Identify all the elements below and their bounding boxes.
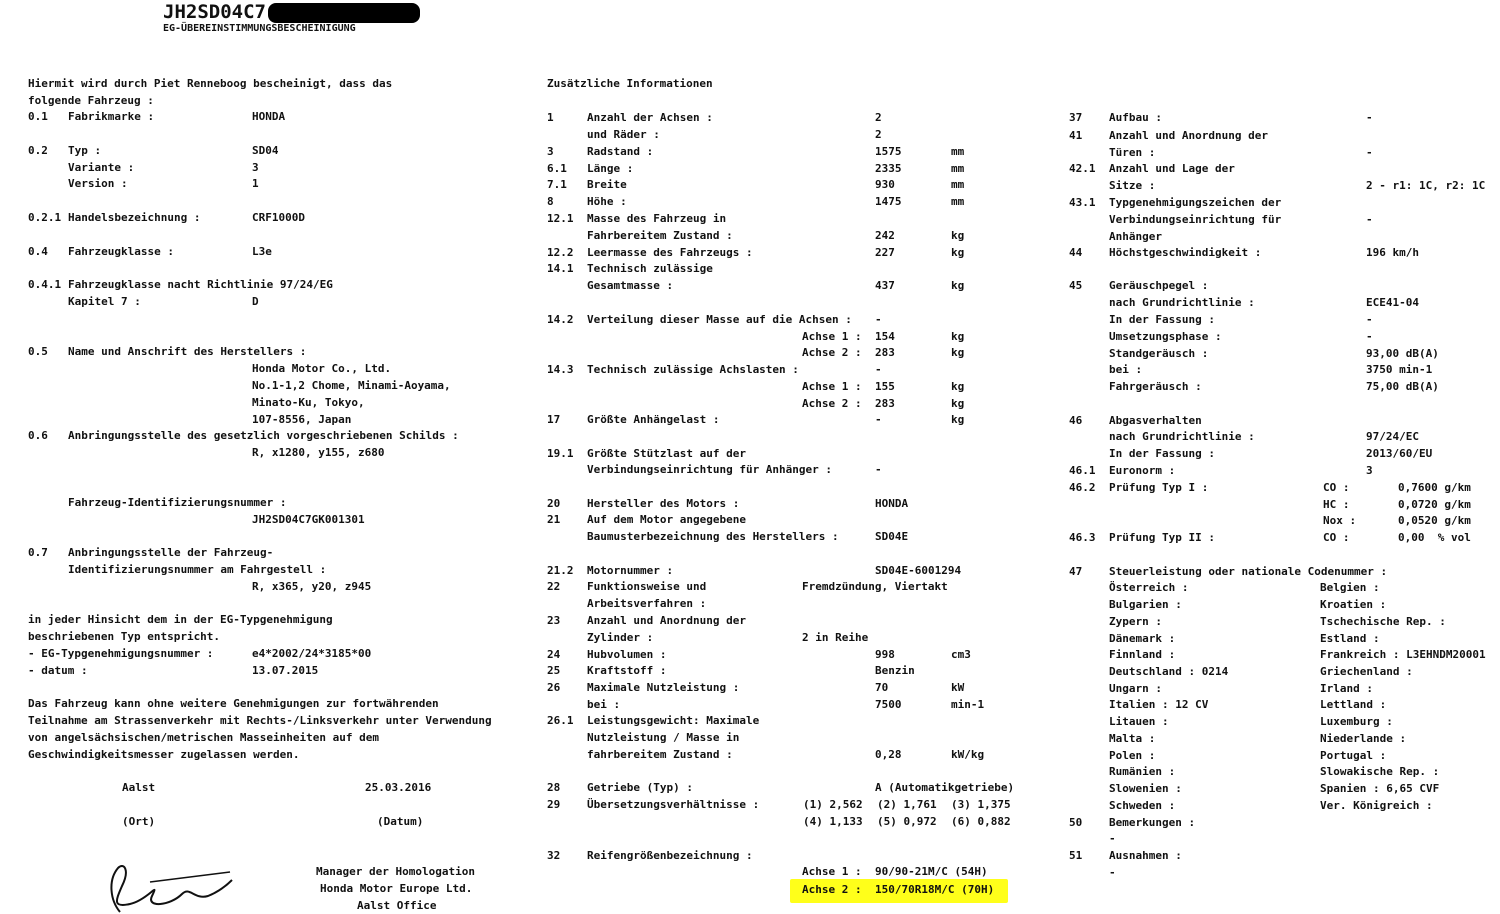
emission-label: CO :: [1323, 481, 1350, 494]
field-value: 283: [875, 397, 895, 410]
field-label: Übersetzungsverhältnisse :: [587, 798, 760, 811]
field-label: Größte Stützlast auf der: [587, 447, 746, 460]
field-number: 17: [547, 413, 561, 426]
gear-ratio: (4) 1,133: [803, 815, 863, 828]
handwritten-signature: [90, 860, 250, 914]
field-value: 2 - r1: 1C, r2: 1C: [1366, 179, 1486, 192]
field-number: 24: [547, 648, 561, 661]
field-unit: mm: [951, 178, 965, 191]
field-value: 2335: [875, 162, 902, 175]
country-code: Slowenien :: [1109, 782, 1182, 795]
statement-line: Geschwindigkeitsmesser zugelassen werden.: [28, 748, 300, 761]
intro-line-1: Hiermit wird durch Piet Renneboog bescheinigt, dass das: [28, 77, 393, 90]
gear-ratio: (1) 2,562: [803, 798, 863, 811]
field-number: 0.4: [28, 245, 48, 258]
field-value: 93,00 dB(A): [1366, 347, 1439, 360]
field-value: R, x1280, y155, z680: [252, 446, 385, 459]
field-unit: kW: [951, 681, 965, 694]
country-code: Belgien :: [1320, 581, 1380, 594]
country-code: Niederlande :: [1320, 732, 1407, 745]
field-value: 242: [875, 229, 895, 242]
field-unit: min-1: [951, 698, 985, 711]
field-value: 196 km/h: [1366, 246, 1419, 259]
country-code: Zypern :: [1109, 615, 1162, 628]
country-code: Ver. Königreich :: [1320, 799, 1433, 812]
field-value: Benzin: [875, 664, 915, 677]
field-label: Leistungsgewicht: Maximale: [587, 714, 760, 727]
field-label: Baumusterbezeichnung des Herstellers :: [587, 530, 839, 543]
country-code: Spanien : 6,65 CVF: [1320, 782, 1440, 795]
field-value: -: [1109, 832, 1116, 845]
field-label: Prüfung Typ I :: [1109, 481, 1209, 494]
field-label: Kraftstoff :: [587, 664, 667, 677]
field-value: HONDA: [875, 497, 909, 510]
field-label: Sitze :: [1109, 179, 1156, 192]
field-value: SD04: [252, 144, 279, 157]
field-value: R, x365, y20, z945: [252, 580, 372, 593]
signatory-company: Honda Motor Europe Ltd.: [320, 882, 473, 895]
field-label: Umsetzungsphase :: [1109, 330, 1222, 343]
field-label: fahrbereitem Zustand :: [587, 748, 733, 761]
emission-label: Nox :: [1323, 514, 1357, 527]
field-value: -: [1366, 330, 1373, 343]
field-number: 1: [547, 111, 554, 124]
emission-value: 0,00 % vol: [1398, 531, 1471, 544]
field-label: Hubvolumen :: [587, 648, 667, 661]
field-label: Euronorm :: [1109, 464, 1176, 477]
field-label: Länge :: [587, 162, 634, 175]
field-label: Gesamtmasse :: [587, 279, 674, 292]
field-value: 3750 min-1: [1366, 363, 1433, 376]
address-line: Minato-Ku, Tokyo,: [252, 396, 365, 409]
field-label: Zylinder :: [587, 631, 654, 644]
field-label: Fabrikmarke :: [68, 110, 155, 123]
field-label: Bemerkungen :: [1109, 816, 1196, 829]
field-value: 1475: [875, 195, 902, 208]
field-value: 155: [875, 380, 895, 393]
field-number: 0.4.1: [28, 278, 62, 291]
field-value: 13.07.2015: [252, 664, 319, 677]
emission-value: 0,7600 g/km: [1398, 481, 1471, 494]
country-code: Griechenland :: [1320, 665, 1413, 678]
field-number: 0.2: [28, 144, 48, 157]
field-label: Geräuschpegel :: [1109, 279, 1209, 292]
statement-line: von angelsächsischen/metrischen Masseinheiten auf dem: [28, 731, 379, 744]
country-code: Österreich :: [1109, 581, 1189, 594]
field-value: 2: [875, 128, 882, 141]
field-number: 41: [1069, 129, 1083, 142]
date-label: (Datum): [377, 815, 424, 828]
field-unit: mm: [951, 195, 965, 208]
conformity-line: in jeder Hinsicht dem in der EG-Typgenehmigung: [28, 613, 333, 626]
field-label: Funktionsweise und: [587, 580, 707, 593]
field-unit: cm3: [951, 648, 971, 661]
field-label: Verbindungseinrichtung für: [1109, 213, 1282, 226]
country-code: Ungarn :: [1109, 682, 1162, 695]
field-label: Anhänger: [1109, 230, 1162, 243]
country-code: Portugal :: [1320, 749, 1387, 762]
field-label: Kapitel 7 :: [68, 295, 141, 308]
field-label: Name und Anschrift des Herstellers :: [68, 345, 307, 358]
field-label: bei :: [1109, 363, 1143, 376]
axle-label: Achse 2 :: [802, 397, 862, 410]
country-code: Estland :: [1320, 632, 1380, 645]
signatory-office: Aalst Office: [357, 899, 437, 912]
field-label: Anbringungsstelle der Fahrzeug-: [68, 546, 274, 559]
field-value: A (Automatikgetriebe): [875, 781, 1015, 794]
field-number: 22: [547, 580, 561, 593]
field-number: 0.7: [28, 546, 48, 559]
redaction-bar: [268, 3, 420, 23]
gear-ratio: (2) 1,761: [877, 798, 937, 811]
axle-label: Achse 1 :: [802, 380, 862, 393]
field-unit: kg: [951, 397, 965, 410]
field-label: Reifengrößenbezeichnung :: [587, 849, 753, 862]
field-value: -: [875, 413, 882, 426]
country-code: Bulgarien :: [1109, 598, 1182, 611]
statement-line: Teilnahme am Strassenverkehr mit Rechts-/Linksverkehr unter Verwendung: [28, 714, 492, 727]
field-label: Hersteller des Motors :: [587, 497, 740, 510]
field-label: Fahrbereitem Zustand :: [587, 229, 733, 242]
field-unit: kg: [951, 246, 965, 259]
axle-label: Achse 2 :: [802, 346, 862, 359]
field-number: 25: [547, 664, 561, 677]
field-number: 12.2: [547, 246, 574, 259]
field-label: Leermasse des Fahrzeugs :: [587, 246, 753, 259]
field-value: 283: [875, 346, 895, 359]
field-value: 154: [875, 330, 895, 343]
field-number: 14.3: [547, 363, 574, 376]
field-label: Ausnahmen :: [1109, 849, 1182, 862]
field-number: 26: [547, 681, 561, 694]
field-value: 0,28: [875, 748, 902, 761]
field-number: 12.1: [547, 212, 574, 225]
place-value: Aalst: [122, 781, 156, 794]
field-value: CRF1000D: [252, 211, 305, 224]
country-code: Dänemark :: [1109, 632, 1176, 645]
field-label: Standgeräusch :: [1109, 347, 1209, 360]
field-label: Anzahl und Anordnung der: [1109, 129, 1268, 142]
field-value: 2: [875, 111, 882, 124]
field-value: 2 in Reihe: [802, 631, 869, 644]
field-label: Anzahl und Anordnung der: [587, 614, 746, 627]
field-number: 19.1: [547, 447, 574, 460]
field-label: Höhe :: [587, 195, 627, 208]
field-unit: kg: [951, 380, 965, 393]
field-label: Verbindungseinrichtung für Anhänger :: [587, 463, 833, 476]
field-number: 7.1: [547, 178, 567, 191]
field-number: 20: [547, 497, 561, 510]
country-code: Kroatien :: [1320, 598, 1387, 611]
field-unit: kW/kg: [951, 748, 985, 761]
field-label: Größte Anhängelast :: [587, 413, 720, 426]
conformity-line: beschriebenen Typ entspricht.: [28, 630, 221, 643]
field-label: In der Fassung :: [1109, 447, 1215, 460]
field-value: 998: [875, 648, 895, 661]
field-value: 7500: [875, 698, 902, 711]
field-label: Version :: [68, 177, 128, 190]
country-code: Frankreich : L3EHNDM20001: [1320, 648, 1486, 661]
tire-size-highlighted: 150/70R18M/C (70H): [875, 883, 995, 896]
field-value: 75,00 dB(A): [1366, 380, 1439, 393]
field-value: HONDA: [252, 110, 286, 123]
field-value: -: [1109, 866, 1116, 879]
emission-label: HC :: [1323, 498, 1350, 511]
country-code: Finnland :: [1109, 648, 1176, 661]
field-label: Masse des Fahrzeug in: [587, 212, 727, 225]
field-number: 46.3: [1069, 531, 1096, 544]
intro-line-2: folgende Fahrzeug :: [28, 94, 154, 107]
field-label: Höchstgeschwindigkeit :: [1109, 246, 1262, 259]
country-code: Italien : 12 CV: [1109, 698, 1209, 711]
field-label: und Räder :: [587, 128, 660, 141]
field-label: Auf dem Motor angegebene: [587, 513, 746, 526]
address-line: Honda Motor Co., Ltd.: [252, 362, 392, 375]
field-number: 46.1: [1069, 464, 1096, 477]
field-number: 42.1: [1069, 162, 1096, 175]
gear-ratio: (6) 0,882: [951, 815, 1011, 828]
field-number: 23: [547, 614, 561, 627]
field-label: Anzahl und Lage der: [1109, 162, 1235, 175]
field-label: - EG-Typgenehmigungsnummer :: [28, 647, 214, 660]
field-number: 44: [1069, 246, 1083, 259]
field-value: -: [875, 313, 882, 326]
field-value: D: [252, 295, 259, 308]
field-label: Prüfung Typ II :: [1109, 531, 1215, 544]
section-heading: Zusätzliche Informationen: [547, 77, 713, 90]
field-value: 437: [875, 279, 895, 292]
field-number: 3: [547, 145, 554, 158]
field-label: bei :: [587, 698, 621, 711]
country-code: Rumänien :: [1109, 765, 1176, 778]
country-code: Tschechische Rep. :: [1320, 615, 1446, 628]
field-label: Motornummer :: [587, 564, 674, 577]
address-line: No.1-1,2 Chome, Minami-Aoyama,: [252, 379, 451, 392]
field-label: Typ :: [68, 144, 102, 157]
field-unit: mm: [951, 145, 965, 158]
field-number: 0.1: [28, 110, 48, 123]
field-label: Fahrzeugklasse :: [68, 245, 174, 258]
field-unit: kg: [951, 413, 965, 426]
field-number: 45: [1069, 279, 1083, 292]
field-label: Typgenehmigungszeichen der: [1109, 196, 1282, 209]
axle-label: Achse 1 :: [802, 865, 862, 878]
field-number: 26.1: [547, 714, 574, 727]
field-label: Variante :: [68, 161, 135, 174]
emission-value: 0,0720 g/km: [1398, 498, 1471, 511]
field-number: 32: [547, 849, 561, 862]
field-number: 37: [1069, 111, 1083, 124]
field-value: SD04E: [875, 530, 909, 543]
field-number: 14.1: [547, 262, 574, 275]
gear-ratio: (3) 1,375: [951, 798, 1011, 811]
field-value: Fremdzündung, Viertakt: [802, 580, 948, 593]
axle-label: Achse 1 :: [802, 330, 862, 343]
field-value: 930: [875, 178, 895, 191]
field-value: 70: [875, 681, 889, 694]
country-code: Polen :: [1109, 749, 1156, 762]
field-label: Steuerleistung oder nationale Codenummer :: [1109, 565, 1388, 578]
field-value: -: [1366, 111, 1373, 124]
field-number: 51: [1069, 849, 1083, 862]
field-value: 227: [875, 246, 895, 259]
field-label: Breite: [587, 178, 627, 191]
country-code: Litauen :: [1109, 715, 1169, 728]
country-code: Irland :: [1320, 682, 1373, 695]
field-value: 3: [1366, 464, 1373, 477]
field-label: Getriebe (Typ) :: [587, 781, 693, 794]
field-label: nach Grundrichtlinie :: [1109, 296, 1255, 309]
field-unit: kg: [951, 279, 965, 292]
country-code: Deutschland : 0214: [1109, 665, 1229, 678]
field-value: 3: [252, 161, 259, 174]
field-value: 2013/60/EU: [1366, 447, 1433, 460]
emission-value: 0,0520 g/km: [1398, 514, 1471, 527]
field-number: 50: [1069, 816, 1083, 829]
gear-ratio: (5) 0,972: [877, 815, 937, 828]
field-number: 21.2: [547, 564, 574, 577]
axle-label: Achse 2 :: [802, 883, 862, 896]
signatory-title: Manager der Homologation: [316, 865, 475, 878]
country-code: Lettland :: [1320, 698, 1387, 711]
field-value: SD04E-6001294: [875, 564, 962, 577]
field-unit: kg: [951, 229, 965, 242]
field-number: 28: [547, 781, 561, 794]
field-unit: mm: [951, 162, 965, 175]
field-label: Anzahl der Achsen :: [587, 111, 713, 124]
field-unit: kg: [951, 346, 965, 359]
emission-label: CO :: [1323, 531, 1350, 544]
field-number: 47: [1069, 565, 1083, 578]
statement-line: Das Fahrzeug kann ohne weitere Genehmigungen zur fortwährenden: [28, 697, 439, 710]
field-value: 1575: [875, 145, 902, 158]
field-value: -: [1366, 146, 1373, 159]
address-line: 107-8556, Japan: [252, 413, 352, 426]
field-label: Nutzleistung / Masse in: [587, 731, 740, 744]
field-label: Fahrgeräusch :: [1109, 380, 1202, 393]
field-label: Technisch zulässige Achslasten :: [587, 363, 799, 376]
field-label: Aufbau :: [1109, 111, 1162, 124]
field-number: 29: [547, 798, 561, 811]
field-number: 0.6: [28, 429, 48, 442]
field-number: 8: [547, 195, 554, 208]
field-value: -: [1366, 313, 1373, 326]
field-value: e4*2002/24*3185*00: [252, 647, 372, 660]
field-label: Maximale Nutzleistung :: [587, 681, 740, 694]
field-value: 1: [252, 177, 259, 190]
field-label: Identifizierungsnummer am Fahrgestell :: [68, 563, 327, 576]
field-number: 46.2: [1069, 481, 1096, 494]
field-label: Radstand :: [587, 145, 654, 158]
field-label: nach Grundrichtlinie :: [1109, 430, 1255, 443]
field-label: - datum :: [28, 664, 88, 677]
field-number: 0.5: [28, 345, 48, 358]
document-title: EG-ÜBEREINSTIMMUNGSBESCHEINIGUNG: [163, 23, 356, 34]
field-label: Technisch zulässige: [587, 262, 713, 275]
field-label: Handelsbezeichnung :: [68, 211, 201, 224]
field-number: 14.2: [547, 313, 574, 326]
field-value: -: [1366, 213, 1373, 226]
date-value: 25.03.2016: [365, 781, 432, 794]
field-number: 46: [1069, 414, 1083, 427]
vin-value: JH2SD04C7GK001301: [252, 513, 365, 526]
place-label: (Ort): [122, 815, 156, 828]
field-number: 6.1: [547, 162, 567, 175]
field-value: 97/24/EC: [1366, 430, 1419, 443]
country-code: Luxemburg :: [1320, 715, 1393, 728]
country-code: Malta :: [1109, 732, 1156, 745]
country-code: Schweden :: [1109, 799, 1176, 812]
vin-header: JH2SD04C7: [163, 1, 266, 23]
field-label: Fahrzeugklasse nacht Richtlinie 97/24/EG: [68, 278, 333, 291]
field-number: 21: [547, 513, 561, 526]
field-label: Fahrzeug-Identifizierungsnummer :: [68, 496, 287, 509]
field-label: Türen :: [1109, 146, 1156, 159]
field-unit: kg: [951, 330, 965, 343]
field-label: In der Fassung :: [1109, 313, 1215, 326]
field-value: ECE41-04: [1366, 296, 1419, 309]
field-number: 43.1: [1069, 196, 1096, 209]
field-label: Abgasverhalten: [1109, 414, 1202, 427]
field-label: Anbringungsstelle des gesetzlich vorgeschriebenen Schilds :: [68, 429, 459, 442]
field-label: Arbeitsverfahren :: [587, 597, 707, 610]
field-label: Verteilung dieser Masse auf die Achsen :: [587, 313, 852, 326]
field-value: -: [875, 363, 882, 376]
country-code: Slowakische Rep. :: [1320, 765, 1440, 778]
field-value: -: [875, 463, 882, 476]
field-number: 0.2.1: [28, 211, 62, 224]
tire-size: 90/90-21M/C (54H): [875, 865, 988, 878]
field-value: L3e: [252, 245, 272, 258]
